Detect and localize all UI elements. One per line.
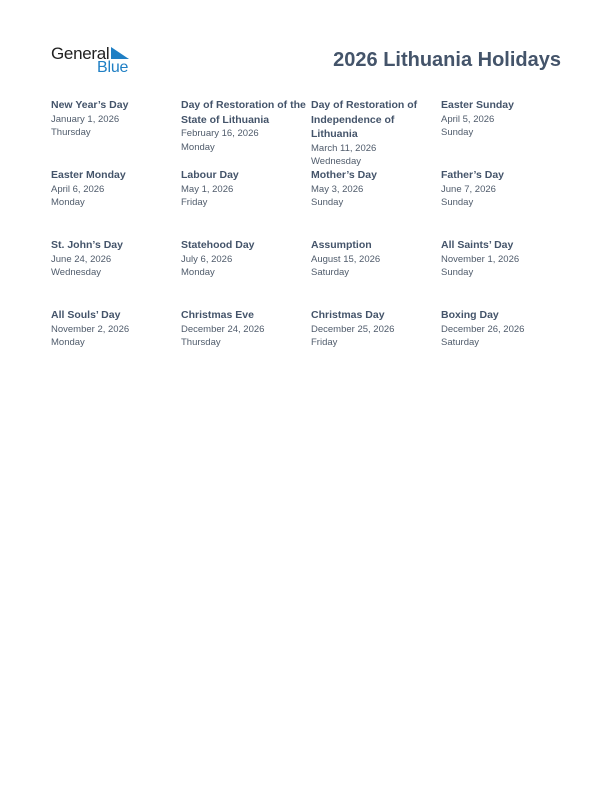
- holiday-weekday: Friday: [181, 197, 208, 208]
- holiday-weekday: Monday: [51, 337, 85, 348]
- holiday-item: [181, 98, 306, 154]
- holiday-name: Easter Sunday: [441, 99, 514, 111]
- holiday-name: Christmas Eve: [181, 309, 254, 321]
- holiday-name: Boxing Day: [441, 309, 499, 321]
- logo-word-general: General: [51, 44, 110, 63]
- holiday-date: April 6, 2026: [51, 183, 105, 195]
- holiday-item: [181, 238, 306, 280]
- holiday-weekday: Wednesday: [311, 156, 361, 167]
- holiday-name: Day of Restoration of Independence of Lithuania: [311, 99, 418, 140]
- holiday-name: St. John’s Day: [51, 239, 123, 251]
- holiday-weekday: Thursday: [181, 337, 221, 348]
- holiday-name: Statehood Day: [181, 239, 255, 251]
- holiday-name: All Saints’ Day: [441, 239, 514, 251]
- holiday-item: [51, 238, 176, 280]
- holiday-weekday: Sunday: [441, 197, 474, 208]
- holiday-item: [51, 308, 176, 350]
- holiday-date: August 15, 2026: [311, 253, 381, 265]
- holiday-weekday: Thursday: [51, 127, 91, 138]
- logo-word-blue: Blue: [97, 59, 129, 76]
- holiday-item: [311, 168, 436, 210]
- holiday-date: January 1, 2026: [51, 113, 120, 125]
- holiday-name: Assumption: [311, 239, 372, 251]
- holiday-item: [311, 238, 436, 280]
- holiday-item: [311, 308, 436, 350]
- holiday-weekday: Wednesday: [51, 267, 101, 278]
- holiday-date: November 2, 2026: [51, 323, 130, 335]
- holiday-date: December 26, 2026: [441, 323, 525, 335]
- holiday-weekday: Sunday: [441, 127, 474, 138]
- holiday-item: [441, 98, 566, 140]
- holiday-name: Mother’s Day: [311, 169, 377, 181]
- holiday-date: June 7, 2026: [441, 183, 496, 195]
- holiday-item: [441, 308, 566, 350]
- holiday-name: Day of Restoration of the State of Lithuania: [181, 99, 306, 126]
- holiday-date: May 1, 2026: [181, 183, 234, 195]
- holiday-name: Christmas Day: [311, 309, 385, 321]
- holiday-date: November 1, 2026: [441, 253, 520, 265]
- holiday-weekday: Monday: [181, 141, 215, 153]
- generalblue-logo: [51, 44, 141, 78]
- holiday-weekday: Monday: [181, 267, 215, 278]
- holiday-name: Labour Day: [181, 169, 239, 181]
- holiday-item: [311, 98, 436, 169]
- logo-triangle-icon: [111, 47, 129, 59]
- page-title: 2026 Lithuania Holidays: [333, 49, 561, 71]
- holiday-weekday: Saturday: [441, 337, 480, 348]
- holiday-date: June 24, 2026: [51, 253, 112, 265]
- holiday-weekday: Monday: [51, 197, 85, 208]
- holiday-item: [441, 168, 566, 210]
- holiday-weekday: Sunday: [311, 197, 344, 208]
- holiday-date: May 3, 2026: [311, 183, 364, 195]
- holiday-date: April 5, 2026: [441, 113, 495, 125]
- holiday-weekday: Friday: [311, 337, 338, 348]
- holiday-weekday: Saturday: [311, 267, 350, 278]
- holiday-name: Easter Monday: [51, 169, 126, 181]
- holiday-item: [181, 168, 306, 210]
- holiday-weekday: Sunday: [441, 267, 474, 278]
- holiday-date: December 25, 2026: [311, 323, 395, 335]
- holiday-name: Father’s Day: [441, 169, 505, 181]
- holiday-item: [181, 308, 306, 350]
- holiday-date: March 11, 2026: [311, 142, 377, 154]
- holiday-date: December 24, 2026: [181, 323, 265, 335]
- holiday-name: All Souls’ Day: [51, 309, 121, 321]
- holiday-item: [51, 168, 176, 210]
- holiday-item: [441, 238, 566, 280]
- holiday-item: [51, 98, 176, 140]
- holiday-date: February 16, 2026: [181, 128, 259, 139]
- holiday-name: New Year’s Day: [51, 99, 129, 111]
- holiday-date: July 6, 2026: [181, 253, 233, 265]
